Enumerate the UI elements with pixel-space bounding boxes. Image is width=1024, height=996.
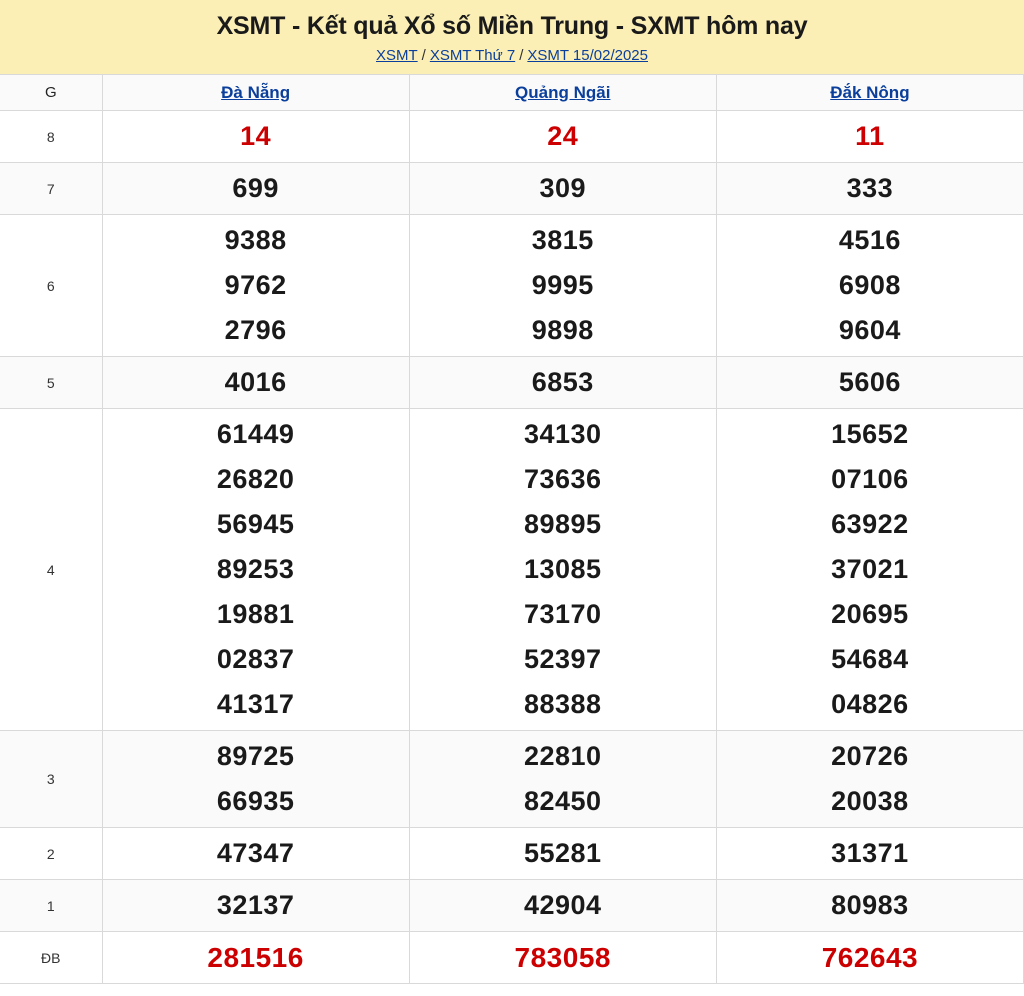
table-row: [0, 731, 1024, 828]
breadcrumb-separator-3: /: [519, 47, 524, 64]
prize-number: 9604: [838, 315, 901, 345]
prize-number: 88388: [523, 689, 602, 719]
table-row: [0, 215, 1024, 357]
prize-numbers-cell: [102, 357, 409, 409]
prize-numbers-cell: [409, 111, 716, 163]
prize-numbers-cell: [102, 409, 409, 731]
prize-numbers-cell: [716, 828, 1023, 880]
results-table: [0, 74, 1024, 984]
prize-number: 4016: [224, 367, 287, 397]
prize-number: 5606: [838, 367, 901, 397]
prize-number: 309: [539, 173, 587, 203]
prize-numbers-cell: [409, 731, 716, 828]
page-title: XSMT - Kết quả Xổ số Miền Trung - SXMT hôm nay: [216, 12, 808, 40]
prize-number: 26820: [216, 464, 295, 494]
province-header-1: [409, 75, 716, 111]
prize-number: 42904: [523, 890, 602, 920]
breadcrumb-link-2[interactable]: XSMT Thứ 7: [429, 47, 516, 64]
prize-number: 66935: [216, 786, 295, 816]
prize-number: 34130: [523, 419, 602, 449]
prize-numbers-cell: [409, 828, 716, 880]
prize-numbers-cell: [716, 409, 1023, 731]
province-link-2[interactable]: Đắk Nông: [830, 82, 910, 102]
prize-label: 6: [0, 215, 102, 357]
prize-numbers-cell: [409, 163, 716, 215]
prize-number: 82450: [523, 786, 602, 816]
prize-number: 9762: [224, 270, 287, 300]
breadcrumb-link-4[interactable]: XSMT 15/02/2025: [527, 47, 648, 64]
prize-label: 8: [0, 111, 102, 163]
table-header-row: [0, 75, 1024, 111]
prize-number: 89895: [523, 509, 602, 539]
prize-label: 3: [0, 731, 102, 828]
table-row: [0, 163, 1024, 215]
prize-number: 9995: [531, 270, 594, 300]
prize-numbers-cell: [102, 731, 409, 828]
table-row: [0, 880, 1024, 932]
prize-number: 31371: [831, 838, 909, 868]
table-row: [0, 111, 1024, 163]
prize-number: 14: [240, 121, 272, 151]
prize-number: 4516: [838, 225, 901, 255]
prize-numbers-cell: [102, 111, 409, 163]
prize-number: 11: [855, 121, 885, 151]
prize-number: 699: [232, 173, 279, 203]
prize-label: 2: [0, 828, 102, 880]
prize-number: 24: [547, 121, 579, 151]
results-table-head: [0, 75, 1024, 111]
breadcrumb: [0, 46, 1024, 66]
prize-label: 4: [0, 409, 102, 731]
prize-number: 762643: [821, 942, 919, 973]
prize-number: 22810: [523, 741, 602, 771]
page-header: [0, 0, 1024, 74]
prize-number: 07106: [831, 464, 909, 494]
results-table-body: [0, 111, 1024, 984]
prize-numbers-cell: [102, 215, 409, 357]
prize-label: 7: [0, 163, 102, 215]
prize-numbers-cell: [409, 409, 716, 731]
prize-number: 04826: [831, 689, 909, 719]
prize-numbers-cell: [716, 215, 1023, 357]
prize-number: 783058: [514, 942, 611, 973]
prize-number: 281516: [207, 942, 304, 973]
prize-numbers-cell: [102, 932, 409, 984]
breadcrumb-separator-1: /: [421, 47, 426, 64]
prize-label: 5: [0, 357, 102, 409]
prize-number: 89253: [216, 554, 295, 584]
prize-numbers-cell: [102, 880, 409, 932]
prize-number: 9898: [531, 315, 594, 345]
prize-number: 15652: [831, 419, 909, 449]
prize-label: ĐB: [0, 932, 102, 984]
prize-number: 73636: [523, 464, 602, 494]
prize-number: 41317: [216, 689, 295, 719]
prize-number: 63922: [831, 509, 909, 539]
prize-number: 20726: [831, 741, 909, 771]
prize-number: 89725: [216, 741, 295, 771]
prize-numbers-cell: [409, 880, 716, 932]
prize-number: 02837: [216, 644, 295, 674]
prize-number: 32137: [216, 890, 295, 920]
prize-number: 3815: [531, 225, 594, 255]
prize-numbers-cell: [409, 932, 716, 984]
table-row: [0, 828, 1024, 880]
prize-number: 20695: [831, 599, 909, 629]
prize-numbers-cell: [716, 880, 1023, 932]
prize-numbers-cell: [716, 731, 1023, 828]
prize-number: 47347: [216, 838, 295, 868]
prize-numbers-cell: [716, 932, 1023, 984]
prize-number: 56945: [216, 509, 295, 539]
prize-number: 19881: [216, 599, 295, 629]
province-header-0: [102, 75, 409, 111]
prize-number: 333: [846, 173, 894, 203]
prize-number: 6853: [531, 367, 594, 397]
prize-numbers-cell: [716, 357, 1023, 409]
prize-number: 55281: [523, 838, 602, 868]
prize-numbers-cell: [716, 111, 1023, 163]
prize-column-header: G: [0, 75, 102, 111]
table-row: [0, 932, 1024, 984]
prize-number: 6908: [838, 270, 901, 300]
prize-number: 20038: [831, 786, 909, 816]
prize-number: 2796: [224, 315, 287, 345]
table-row: [0, 409, 1024, 731]
prize-number: 9388: [224, 225, 287, 255]
prize-numbers-cell: [409, 215, 716, 357]
province-link-1[interactable]: Quảng Ngãi: [515, 82, 611, 102]
prize-label: 1: [0, 880, 102, 932]
prize-number: 61449: [216, 419, 295, 449]
prize-numbers-cell: [716, 163, 1023, 215]
prize-number: 54684: [831, 644, 909, 674]
prize-number: 13085: [523, 554, 602, 584]
table-row: [0, 357, 1024, 409]
prize-number: 52397: [523, 644, 602, 674]
province-header-2: [716, 75, 1023, 111]
prize-number: 80983: [831, 890, 909, 920]
prize-number: 73170: [523, 599, 602, 629]
province-link-0[interactable]: Đà Nẵng: [221, 82, 291, 102]
prize-numbers-cell: [409, 357, 716, 409]
prize-numbers-cell: [102, 828, 409, 880]
prize-number: 37021: [831, 554, 909, 584]
prize-numbers-cell: [102, 163, 409, 215]
breadcrumb-link-0[interactable]: XSMT: [375, 47, 418, 64]
